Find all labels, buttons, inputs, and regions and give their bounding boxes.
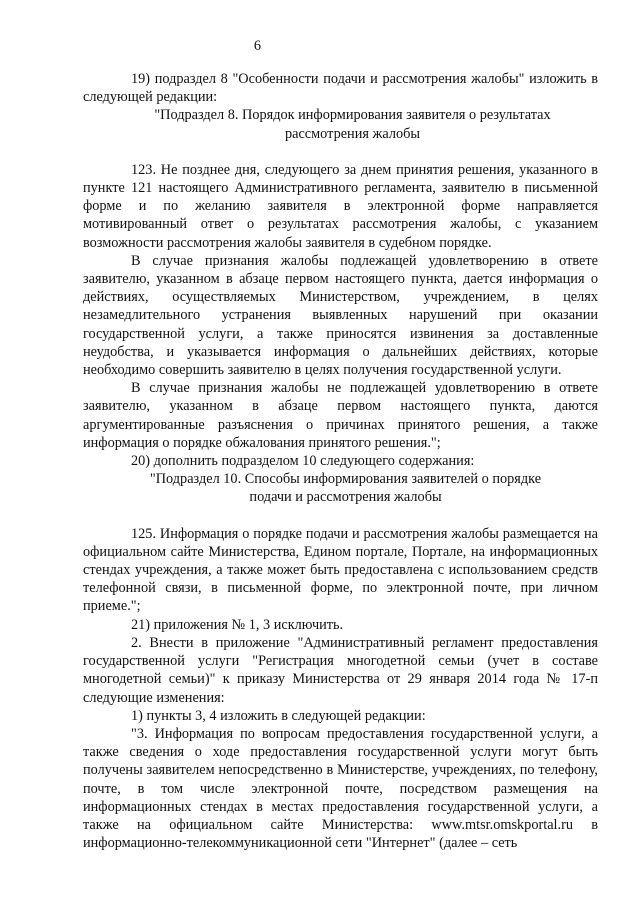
subsection-10-heading-line-1: "Подраздел 10. Способы информирования заявителей о порядке [149, 471, 542, 488]
paragraph-point-3: "3. Информация по вопросам предоставления государственной услуги, а также сведения о ходе предоставления государственной услуги могут быть получены заявителем непосредственно в Министерстве, учреждениях, по телефону, почте, в том числе электронной почте, посредством размещения на информационных стендах в местах предоставления государственной услуги, а также на официальном сайте Министерства: www.mtsr.omskportal.ru в информационно-телекоммуникационной сети "Интернет" (далее – сеть [83, 725, 598, 852]
subsection-8-heading-line-1: "Подраздел 8. Порядок информирования заявителя о результатах [154, 107, 551, 124]
subsection-10-heading-line-2: подачи и рассмотрения жалобы [249, 489, 442, 506]
paragraph-complaint-rejected: В случае признания жалобы не подлежащей удовлетворению в ответе заявителю, указанном в абзаце первом настоящего пункта, даются аргументированные разъяснения о причинах принятого решения, а также информация о порядке обжалования принятого решения."; [83, 380, 598, 451]
subsection-8-heading-line-2: рассмотрения жалобы [284, 125, 421, 142]
paragraph-125: 125. Информация о порядке подачи и рассмотрения жалобы размещается на официальном сайте Министерства, Едином портале, Портале, на информационных стендах учреждения, а также может быть предоставлена с использованием средств телефонной связи, в письменной форме, по электронной почте, при личном приеме."; [83, 525, 598, 615]
paragraph-points-3-4: 1) пункты 3, 4 изложить в следующей редакции: [131, 707, 426, 724]
paragraph-item-20: 20) дополнить подразделом 10 следующего содержания: [131, 453, 475, 470]
paragraph-123: 123. Не позднее дня, следующего за днем принятия решения, указанного в пункте 121 настоящего Административного регламента, заявителю в письменной форме и по желанию заявителя в электронной форме направляется мотивированный ответ о результатах рассмотрения жалобы, с указанием возможности рассмотрения жалобы заявителя в судебном порядке. [83, 161, 598, 251]
paragraph-item-2: 2. Внести в приложение "Административный регламент предоставления государственной услуги "Регистрация многодетной семьи (учет в составе многодетной семьи)" к приказу Министерства от 29 января 2014 года № 17-п следующие изменения: [83, 634, 598, 706]
document-body [83, 0, 598, 852]
page-number: 6 [253, 38, 262, 54]
paragraph-complaint-satisfied: В случае признания жалобы подлежащей удовлетворению в ответе заявителю, указанном в абзаце первом настоящего пункта, дается информация о действиях, осуществляемых Министерством, учреждением, в целях незамедлительного устранения выявленных нарушений при оказании государственной услуги, а также приносятся извинения за доставленные неудобства, и указывается информация о дальнейших действиях, которые необходимо совершить заявителю в целях получения государственной услуги. [83, 252, 598, 379]
paragraph-item-21: 21) приложения № 1, 3 исключить. [131, 616, 344, 633]
paragraph-item-19: 19) подраздел 8 "Особенности подачи и рассмотрения жалобы" изложить в следующей редакции: [83, 71, 598, 106]
